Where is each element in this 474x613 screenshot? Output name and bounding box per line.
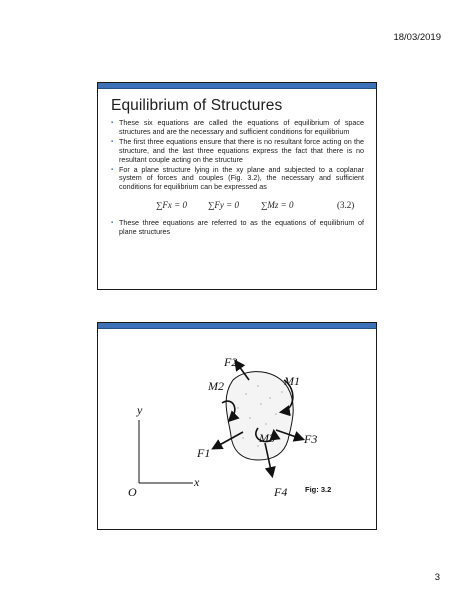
slide-title: Equilibrium of Structures <box>111 97 283 114</box>
label-f3: F3 <box>304 432 318 446</box>
figure-caption: Fig: 3.2 <box>305 485 332 494</box>
label-f4: F4 <box>274 485 288 499</box>
equation-sum-fx: ∑Fx = 0 <box>156 200 187 211</box>
label-f2: F2 <box>224 355 238 369</box>
slide-figure <box>97 322 377 530</box>
label-m2: M2 <box>208 379 224 393</box>
bullet-item: ▪ These three equations are referred to as the equations of equilibrium of plane structures <box>111 219 364 237</box>
bullet-list <box>111 119 364 238</box>
equation-sum-mz: ∑Mz = 0 <box>261 200 294 211</box>
page-date: 18/03/2019 <box>393 32 441 43</box>
label-m1: M1 <box>284 374 300 388</box>
label-y-axis: y <box>137 403 143 417</box>
label-x-axis: x <box>194 475 200 489</box>
label-origin: O <box>128 485 137 499</box>
equation-number: (3.2) <box>337 200 355 211</box>
slide-equilibrium-text <box>97 82 377 290</box>
bullet-item: ▪ The first three equations ensure that there is no resultant force acting on the structure, and the last three equations express the fact that there is no resultant couple acting on the structure <box>111 138 364 165</box>
equilibrium-equation <box>111 196 364 216</box>
bullet-item: ▪ These six equations are called the equations of equilibrium of space structures and are the necessary and sufficient conditions for equilibrium <box>111 119 364 137</box>
label-m3: M3 <box>259 431 275 445</box>
equation-sum-fy: ∑Fy = 0 <box>208 200 239 211</box>
page-number: 3 <box>434 572 440 583</box>
bullet-item: ▪ For a plane structure lying in the xy plane and subjected to a coplanar system of forces and couples (Fig. 3.2), the necessary and sufficient conditions for equilibrium can be expressed as <box>111 166 364 193</box>
label-f1: F1 <box>197 446 211 460</box>
force-diagram <box>98 328 376 528</box>
slide-header-bar <box>98 83 376 89</box>
